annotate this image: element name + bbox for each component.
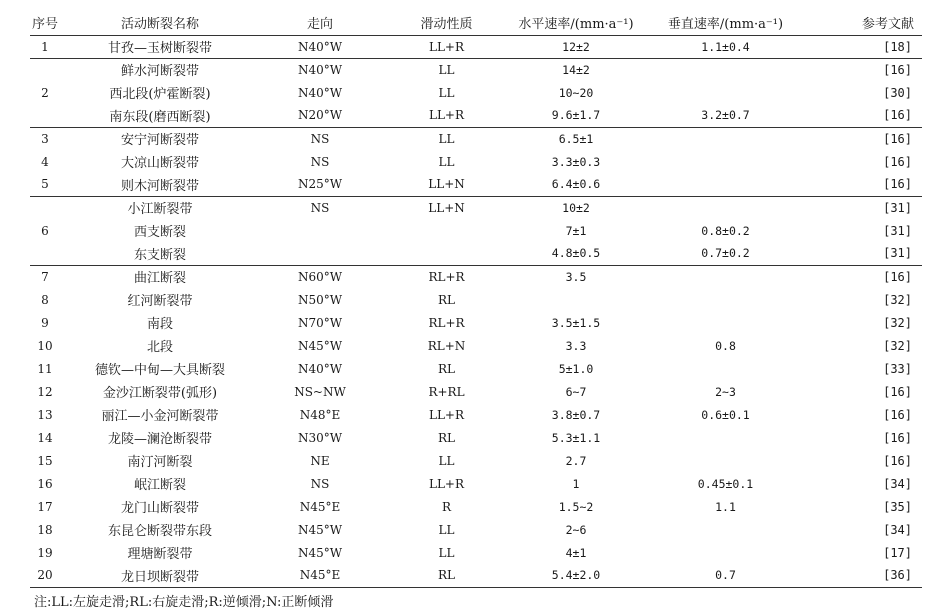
vertical-rate-cell [639, 265, 812, 288]
row-index-cell: 13 [37, 407, 53, 422]
strike-cell: N45°E [299, 499, 341, 514]
header-vertical-rate: 垂直速率/(mm·a⁻¹) [639, 10, 812, 35]
slip-type-cell: RL+N [427, 338, 466, 353]
row-index-cell: 4 [41, 154, 49, 169]
row-index-cell: 1 [30, 35, 60, 58]
vertical-rate-cell [639, 541, 812, 564]
header-strike: 走向 [260, 10, 380, 35]
reference-cell: [16] [883, 453, 912, 468]
horizontal-rate-cell: 2.7 [565, 453, 587, 468]
fault-name-cell: 德钦—中甸—大具断裂 [94, 363, 225, 378]
slip-type-cell: R+RL [428, 384, 465, 399]
header-slip-type: 滑动性质 [380, 10, 513, 35]
slip-type-cell: LL+R [428, 108, 465, 123]
row-index-cell: 12 [37, 384, 53, 399]
slip-type-cell: RL [437, 292, 455, 307]
horizontal-rate-cell: 2~6 [565, 522, 587, 537]
vertical-rate-cell [639, 357, 812, 380]
reference-cell: [16] [812, 127, 922, 150]
slip-type-cell: R [441, 499, 452, 514]
vertical-rate-cell: 0.8 [715, 338, 736, 353]
table-row [30, 357, 922, 380]
row-index-cell: 11 [37, 361, 53, 376]
reference-cell: [30] [883, 85, 912, 100]
header-row [30, 10, 922, 35]
row-index-cell: 15 [37, 453, 53, 468]
fault-name-cell: 龙门山断裂带 [120, 501, 199, 516]
fault-name-cell: 大凉山断裂带 [120, 156, 199, 171]
slip-type-cell: LL [438, 522, 455, 537]
vertical-rate-cell [639, 196, 812, 219]
slip-type-cell: RL+R [380, 265, 513, 288]
fault-name-cell: 西北段(炉霍断裂) [109, 87, 211, 102]
table-row [30, 104, 922, 127]
table-row [30, 265, 922, 288]
horizontal-rate-cell: 4±1 [565, 545, 587, 560]
reference-cell: [32] [883, 338, 912, 353]
table-row [30, 403, 922, 426]
fault-name-cell: 南段 [146, 317, 173, 332]
row-index-cell: 5 [41, 177, 49, 192]
fault-name-cell: 岷江断裂 [133, 478, 186, 493]
strike-cell: N48°E [299, 407, 341, 422]
row-index-cell: 19 [37, 545, 53, 560]
strike-cell: N30°W [297, 430, 343, 445]
reference-cell: [36] [812, 564, 922, 587]
fault-name-cell: 安宁河断裂带 [60, 127, 260, 150]
row-index-cell: 3 [30, 127, 60, 150]
table-row [30, 219, 922, 242]
row-index-cell: 20 [30, 564, 60, 587]
strike-cell: NS [260, 127, 380, 150]
table-body [30, 35, 922, 587]
horizontal-rate-cell: 1 [572, 476, 580, 491]
horizontal-rate-cell: 14±2 [513, 58, 639, 81]
vertical-rate-cell [639, 150, 812, 173]
strike-cell: N45°W [297, 338, 343, 353]
fault-name-cell: 龙陵—澜沧断裂带 [107, 432, 212, 447]
strike-cell: NS [310, 476, 330, 491]
vertical-rate-cell [639, 449, 812, 472]
row-index-cell: 10 [37, 338, 53, 353]
reference-cell: [16] [883, 154, 912, 169]
reference-cell: [31] [883, 246, 912, 261]
slip-type-cell: LL [438, 85, 455, 100]
horizontal-rate-cell [513, 288, 639, 311]
horizontal-rate-cell: 5±1.0 [558, 361, 594, 376]
fault-name-cell: 金沙江断裂带(弧形) [102, 386, 218, 401]
horizontal-rate-cell: 3.3 [565, 338, 587, 353]
row-index-cell: 17 [37, 499, 53, 514]
slip-type-cell: LL+N [428, 177, 465, 192]
fault-name-cell: 东昆仑断裂带东段 [107, 524, 212, 539]
strike-cell: N45°W [297, 545, 343, 560]
vertical-rate-cell [639, 518, 812, 541]
horizontal-rate-cell: 7±1 [565, 223, 587, 238]
reference-cell: [16] [883, 407, 912, 422]
row-index-cell: 18 [37, 522, 53, 537]
horizontal-rate-cell: 6.4±0.6 [551, 177, 601, 192]
row-index-cell: 14 [37, 430, 53, 445]
header-horizontal-rate: 水平速率/(mm·a⁻¹) [513, 10, 639, 35]
vertical-rate-cell: 0.45±0.1 [697, 476, 754, 491]
table-row [30, 426, 922, 449]
reference-cell: [16] [883, 177, 912, 192]
vertical-rate-cell [639, 81, 812, 104]
slip-type-cell: LL [438, 453, 455, 468]
reference-cell: [17] [883, 545, 912, 560]
table-row [30, 173, 922, 196]
vertical-rate-cell: 0.6±0.1 [701, 407, 750, 422]
table-row [30, 81, 922, 104]
strike-cell: N25°W [297, 177, 343, 192]
slip-type-cell: RL [380, 564, 513, 587]
fault-name-cell: 理塘断裂带 [127, 547, 193, 562]
strike-cell: NS [310, 154, 330, 169]
horizontal-rate-cell: 12±2 [513, 35, 639, 58]
vertical-rate-cell: 1.1±0.4 [639, 35, 812, 58]
strike-cell: N45°E [260, 564, 380, 587]
table-row [30, 564, 922, 587]
row-index-cell: 9 [41, 315, 49, 330]
strike-cell: N40°W [297, 361, 343, 376]
vertical-rate-cell [639, 426, 812, 449]
table-row [30, 449, 922, 472]
horizontal-rate-cell: 5.4±2.0 [513, 564, 639, 587]
fault-name-cell: 南东段(磨西断裂) [109, 109, 211, 125]
table-row [30, 334, 922, 357]
table-row [30, 196, 922, 219]
header-fault-name: 活动断裂名称 [60, 10, 260, 35]
horizontal-rate-cell: 1.5~2 [558, 499, 594, 514]
vertical-rate-cell: 1.1 [715, 499, 736, 514]
table-row [30, 472, 922, 495]
table-row [30, 58, 922, 81]
row-index-cell [30, 58, 60, 81]
slip-type-cell: LL [380, 127, 513, 150]
strike-cell: N40°W [297, 85, 343, 100]
fault-name-cell: 红河断裂带 [127, 294, 193, 309]
horizontal-rate-cell: 6.5±1 [513, 127, 639, 150]
horizontal-rate-cell: 5.3±1.1 [551, 430, 601, 445]
reference-cell: [34] [883, 476, 912, 491]
strike-cell: NS [260, 196, 380, 219]
fault-name-cell: 北段 [146, 340, 173, 355]
table-row [30, 541, 922, 564]
fault-name-cell: 鲜水河断裂带 [60, 58, 260, 81]
header-reference: 参考文献 [812, 10, 922, 35]
slip-type-cell: LL+R [428, 407, 465, 422]
slip-type-cell: RL [437, 361, 455, 376]
row-index-cell [30, 242, 60, 265]
fault-name-cell: 东支断裂 [133, 247, 186, 263]
reference-cell: [32] [883, 315, 912, 330]
strike-cell: N40°W [260, 58, 380, 81]
slip-type-cell: LL+R [380, 35, 513, 58]
vertical-rate-cell: 2~3 [715, 384, 736, 399]
table-row [30, 311, 922, 334]
fault-name-cell: 小江断裂带 [60, 196, 260, 219]
horizontal-rate-cell: 9.6±1.7 [551, 108, 601, 123]
vertical-rate-cell [639, 173, 812, 196]
strike-cell: NS~NW [294, 384, 346, 399]
strike-cell [260, 242, 380, 265]
table-row [30, 127, 922, 150]
fault-name-cell: 则木河断裂带 [120, 178, 199, 194]
vertical-rate-cell [639, 311, 812, 334]
slip-type-cell: LL+N [380, 196, 513, 219]
reference-cell: [35] [883, 499, 912, 514]
reference-cell: [16] [883, 430, 912, 445]
table-row [30, 35, 922, 58]
table-note: 注:LL:左旋走滑;RL:右旋走滑;R:逆倾滑;N:正断倾滑 [34, 595, 334, 610]
reference-cell: [31] [812, 196, 922, 219]
horizontal-rate-cell: 3.5 [513, 265, 639, 288]
reference-cell: [34] [883, 522, 912, 537]
row-index-cell [30, 196, 60, 219]
strike-cell: NE [310, 453, 330, 468]
strike-cell: N50°W [297, 292, 343, 307]
slip-type-cell: LL+R [428, 476, 465, 491]
reference-cell: [16] [883, 384, 912, 399]
table-row [30, 150, 922, 173]
horizontal-rate-cell: 3.3±0.3 [551, 154, 601, 169]
horizontal-rate-cell: 10~20 [558, 85, 594, 100]
horizontal-rate-cell: 6~7 [565, 384, 587, 399]
vertical-rate-cell [639, 58, 812, 81]
horizontal-rate-cell: 3.5±1.5 [551, 315, 601, 330]
reference-cell: [16] [812, 58, 922, 81]
slip-type-cell: LL [380, 58, 513, 81]
fault-name-cell: 南汀河断裂 [127, 455, 193, 470]
fault-name-cell: 丽江—小金河断裂带 [101, 409, 219, 424]
reference-cell: [32] [883, 292, 912, 307]
row-index-cell: 7 [30, 265, 60, 288]
reference-cell: [33] [883, 361, 912, 376]
fault-name-cell: 甘孜—玉树断裂带 [60, 35, 260, 58]
strike-cell [260, 219, 380, 242]
row-index-cell: 8 [41, 292, 49, 307]
fault-name-cell: 龙日坝断裂带 [60, 564, 260, 587]
horizontal-rate-cell: 4.8±0.5 [551, 246, 601, 261]
fault-name-cell: 曲江断裂 [60, 265, 260, 288]
reference-cell: [16] [883, 108, 912, 123]
slip-type-cell [380, 242, 513, 265]
reference-cell: [18] [812, 35, 922, 58]
row-index-cell: 16 [37, 476, 53, 491]
strike-cell: N60°W [260, 265, 380, 288]
slip-type-cell: LL [438, 545, 455, 560]
vertical-rate-cell [639, 127, 812, 150]
table-row [30, 518, 922, 541]
vertical-rate-cell: 0.7 [639, 564, 812, 587]
reference-cell: [31] [883, 223, 912, 238]
fault-table [30, 10, 922, 588]
table-row [30, 242, 922, 265]
horizontal-rate-cell: 3.8±0.7 [551, 407, 601, 422]
horizontal-rate-cell: 10±2 [513, 196, 639, 219]
slip-type-cell: RL [437, 430, 455, 445]
fault-name-cell: 西支断裂 [133, 225, 186, 240]
header-index: 序号 [30, 10, 60, 35]
row-index-cell: 6 [41, 223, 49, 238]
slip-type-cell: RL+R [428, 315, 465, 330]
strike-cell: N40°W [260, 35, 380, 58]
table-header [30, 10, 922, 35]
vertical-rate-cell: 3.2±0.7 [701, 108, 750, 123]
strike-cell: N20°W [297, 108, 343, 123]
vertical-rate-cell [639, 288, 812, 311]
row-index-cell: 2 [41, 85, 49, 100]
table-row [30, 380, 922, 403]
slip-type-cell [380, 219, 513, 242]
reference-cell: [16] [812, 265, 922, 288]
strike-cell: N45°W [297, 522, 343, 537]
vertical-rate-cell: 0.7±0.2 [701, 246, 750, 261]
strike-cell: N70°W [297, 315, 343, 330]
row-index-cell [30, 104, 60, 127]
table-row [30, 495, 922, 518]
slip-type-cell: LL [438, 154, 455, 169]
table-row [30, 288, 922, 311]
vertical-rate-cell: 0.8±0.2 [701, 223, 750, 238]
